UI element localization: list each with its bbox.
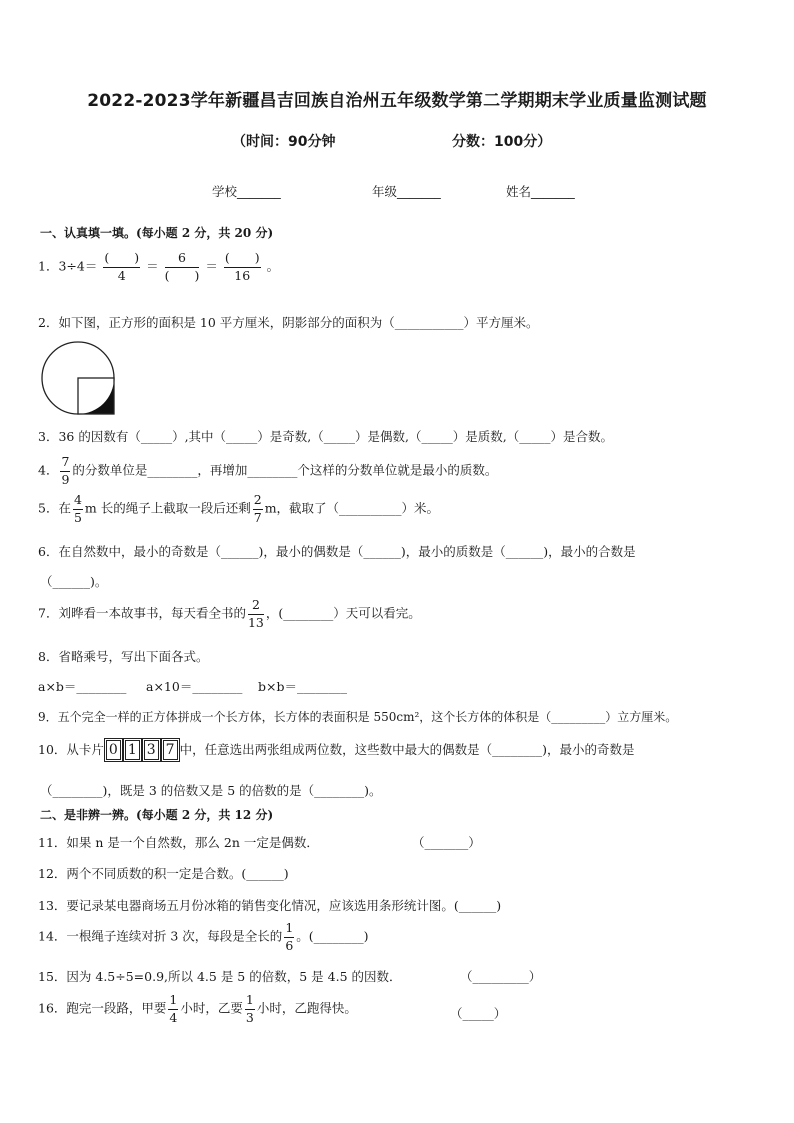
question-12: 12．两个不同质数的积一定是合数。(______) bbox=[38, 866, 289, 881]
q1-fraction-2: $\frac{6}{( )}$ bbox=[164, 250, 200, 283]
q1-fraction-1: $\frac{( )}{4}$ bbox=[104, 250, 140, 283]
q8-item-b: a×10＝________ bbox=[146, 679, 243, 694]
q10-text: 10．从卡片 bbox=[38, 742, 104, 757]
q8-item-a: a×b＝________ bbox=[38, 679, 127, 694]
q4-fraction: $\frac{7}{9}$ bbox=[61, 454, 70, 487]
question-13: 13．要记录某电器商场五月份冰箱的销售变化情况，应该选用条形统计图。(______) bbox=[38, 898, 502, 913]
q1-equals: ＝ bbox=[205, 258, 218, 274]
name-field: 姓名_______ bbox=[506, 184, 575, 199]
q14-text-end: 。(________) bbox=[296, 928, 369, 944]
q7-text: 7．刘晔看一本故事书，每天看全书的 bbox=[38, 605, 246, 621]
question-9: 9．五个完全一样的正方体拼成一个长方体，长方体的表面积是 550cm²，这个长方体的体积是（_________）立方厘米。 bbox=[38, 710, 678, 724]
q15-answer-blank: （_________） bbox=[460, 969, 542, 984]
q1-fraction-3: $\frac{( )}{16}$ bbox=[224, 250, 260, 283]
circle-square-figure bbox=[40, 340, 120, 420]
question-6: 6．在自然数中，最小的奇数是（______)，最小的偶数是（______)，最小的质数是（______)，最小的合数是 bbox=[38, 544, 636, 559]
question-14 bbox=[38, 922, 369, 952]
question-10-continued: （________)，既是 3 的倍数又是 5 的倍数的是（________)。 bbox=[40, 783, 382, 798]
q1-equals: ＝ bbox=[146, 258, 159, 274]
section-1-heading: 一、认真填一填。(每小题 2 分，共 20 分) bbox=[40, 226, 274, 240]
q16-text-mid: 小时，乙要 bbox=[180, 1000, 243, 1016]
q16-answer-blank: （_____） bbox=[450, 1006, 507, 1021]
q5-fraction-2: $\frac{2}{7}$ bbox=[253, 492, 262, 525]
number-card: 1 bbox=[125, 740, 140, 760]
school-field: 学校_______ bbox=[212, 184, 281, 199]
number-card: 3 bbox=[144, 740, 159, 760]
q1-end: 。 bbox=[266, 258, 280, 274]
exam-title: 2022-2023学年新疆昌吉回族自治州五年级数学第二学期期末学业质量监测试题 bbox=[87, 91, 707, 111]
q4-text: 的分数单位是________，再增加________个这样的分数单位就是最小的质数。 bbox=[72, 462, 498, 478]
section-2-heading: 二、是非辨一辨。(每小题 2 分，共 12 分) bbox=[40, 808, 274, 822]
q8-item-c: b×b＝________ bbox=[258, 679, 347, 694]
question-7 bbox=[38, 599, 421, 629]
question-2: 2．如下图，正方形的面积是 10 平方厘米，阴影部分的面积为（___________）平方厘米。 bbox=[38, 315, 539, 330]
q1-text: 1．3÷4＝ bbox=[38, 258, 98, 274]
question-11: 11．如果 n 是一个自然数，那么 2n 一定是偶数． bbox=[38, 835, 319, 850]
q14-fraction: $\frac{1}{6}$ bbox=[285, 920, 294, 953]
q7-text-end: ，(________）天可以看完。 bbox=[265, 605, 421, 621]
q5-text-end: m，截取了（__________）米。 bbox=[264, 500, 440, 516]
q7-fraction: $\frac{2}{13}$ bbox=[247, 597, 264, 630]
q16-text: 16．跑完一段路，甲要 bbox=[38, 1000, 167, 1016]
number-card: 0 bbox=[106, 740, 121, 760]
q10-text-end: 中，任意选出两张组成两位数，这些数中最大的偶数是（________)，最小的奇数是 bbox=[179, 742, 635, 757]
q4-number: 4． bbox=[38, 462, 59, 478]
q16-fraction-2: $\frac{1}{3}$ bbox=[245, 992, 254, 1025]
exam-score: 分数：100分） bbox=[452, 134, 552, 150]
number-card: 7 bbox=[163, 740, 178, 760]
grade-field: 年级_______ bbox=[372, 184, 441, 199]
q5-text-mid: m 长的绳子上截取一段后还剩 bbox=[84, 500, 251, 516]
question-6-continued: （______)。 bbox=[40, 574, 108, 589]
question-5 bbox=[38, 494, 439, 524]
q5-text: 5．在 bbox=[38, 500, 71, 516]
exam-time: （时间：90分钟 bbox=[232, 134, 336, 150]
question-1 bbox=[38, 252, 279, 282]
q16-text-end: 小时，乙跑得快。 bbox=[256, 1000, 357, 1016]
question-10 bbox=[38, 740, 634, 760]
question-15: 15．因为 4.5÷5=0.9,所以 4.5 是 5 的倍数，5 是 4.5 的因数． bbox=[38, 969, 402, 984]
q16-fraction-1: $\frac{1}{4}$ bbox=[169, 992, 178, 1025]
question-16 bbox=[38, 994, 357, 1024]
question-4 bbox=[38, 456, 497, 486]
q14-text: 14．一根绳子连续对折 3 次，每段是全长的 bbox=[38, 928, 283, 944]
q11-answer-blank: （_______） bbox=[412, 835, 481, 850]
question-3: 3．36 的因数有（_____）,其中（_____）是奇数,（_____）是偶数,（_____）是质数,（_____）是合数。 bbox=[38, 429, 613, 444]
question-8: 8．省略乘号，写出下面各式。 bbox=[38, 649, 209, 664]
q5-fraction-1: $\frac{4}{5}$ bbox=[73, 492, 82, 525]
